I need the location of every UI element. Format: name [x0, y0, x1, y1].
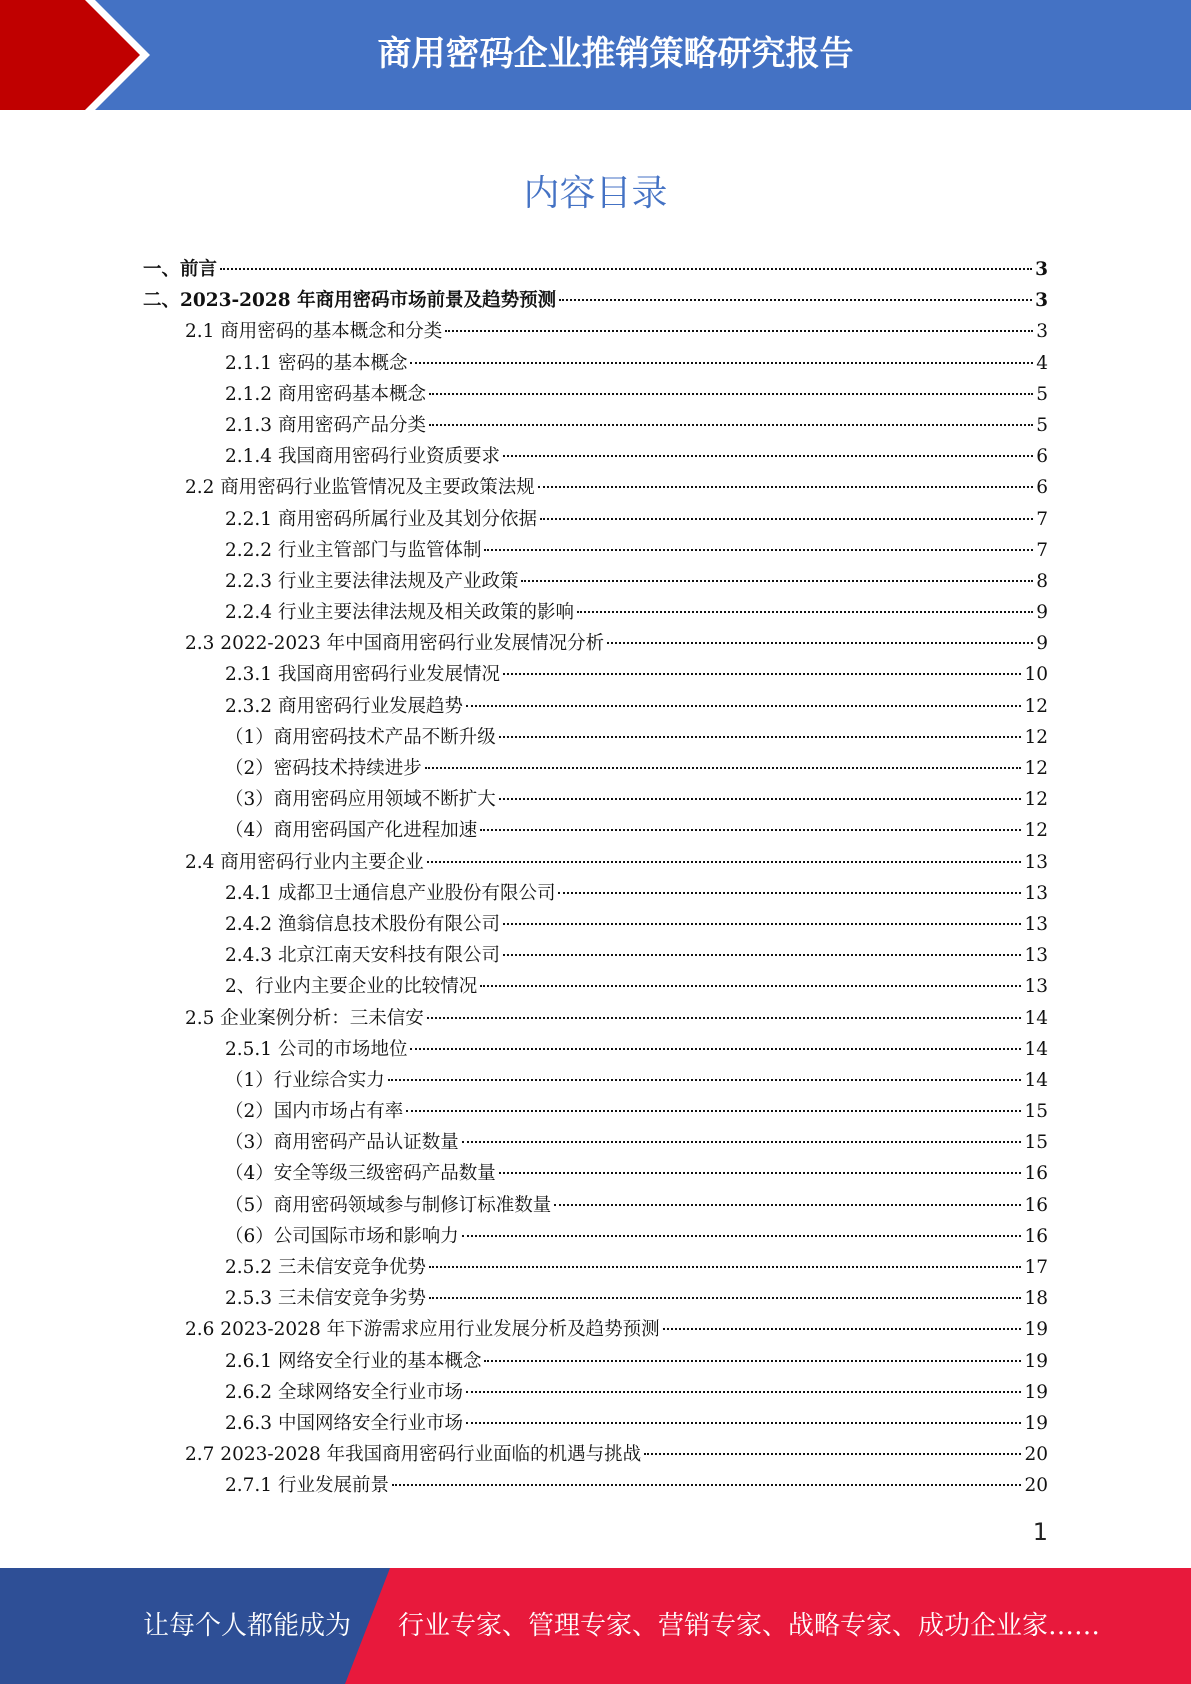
toc-entry-label: （5）商用密码领域参与制修订标准数量 — [225, 1194, 552, 1216]
toc-entry-page: 16 — [1024, 1225, 1048, 1247]
header-banner — [0, 0, 1191, 110]
toc-entry-page: 14 — [1024, 1069, 1048, 1091]
toc-entry-label: 2.3.1 我国商用密码行业发展情况 — [225, 664, 500, 686]
toc-entry-page: 7 — [1036, 539, 1048, 561]
toc-entry-page: 18 — [1024, 1288, 1048, 1310]
toc-entry[interactable] — [143, 1065, 1048, 1096]
toc-entry[interactable] — [143, 1003, 1048, 1034]
toc-entry-label: 2.1.3 商用密码产品分类 — [225, 414, 426, 436]
page-number: 1 — [1032, 1518, 1048, 1546]
toc-entry-label: 2.4.3 北京江南天安科技有限公司 — [225, 945, 500, 967]
toc-entry-page: 13 — [1024, 851, 1048, 873]
toc-entry-page: 9 — [1036, 602, 1048, 624]
toc-dot-leader — [427, 1017, 1022, 1019]
toc-entry-label: 2.6.2 全球网络安全行业市场 — [225, 1381, 463, 1403]
toc-entry-page: 17 — [1024, 1257, 1048, 1278]
toc-entry-page: 12 — [1024, 726, 1048, 748]
toc-dot-leader — [499, 1172, 1022, 1174]
toc-dot-leader — [559, 299, 1032, 301]
toc-entry-page: 12 — [1024, 789, 1048, 811]
toc-entry[interactable] — [143, 566, 1048, 597]
toc-entry-page: 8 — [1036, 570, 1048, 592]
toc-dot-leader — [429, 393, 1033, 395]
toc-entry-page: 20 — [1024, 1444, 1048, 1466]
toc-entry[interactable] — [143, 504, 1048, 535]
toc-entry-page: 13 — [1024, 976, 1048, 998]
toc-dot-leader — [462, 1141, 1022, 1143]
toc-entry[interactable] — [143, 1190, 1048, 1221]
toc-entry-page: 6 — [1036, 446, 1048, 468]
toc-entry-page: 14 — [1024, 1038, 1048, 1060]
toc-entry-label: 2.7.1 行业发展前景 — [225, 1475, 389, 1497]
toc-entry-label: 2、行业内主要企业的比较情况 — [225, 976, 478, 998]
toc-entry[interactable] — [143, 971, 1048, 1002]
toc-entry-page: 6 — [1036, 477, 1048, 499]
toc-entry[interactable] — [143, 1252, 1048, 1283]
toc-entry[interactable] — [143, 1096, 1048, 1127]
toc-entry-label: 2.5.1 公司的市场地位 — [225, 1038, 408, 1060]
toc-entry[interactable] — [143, 691, 1048, 722]
toc-dot-leader — [220, 268, 1032, 270]
toc-dot-leader — [480, 985, 1021, 987]
toc-entry-label: 一、前言 — [143, 259, 218, 280]
toc-entry-label: 2.2.2 行业主管部门与监管体制 — [225, 539, 482, 561]
toc-entry-label: （2）密码技术持续进步 — [225, 758, 422, 779]
toc-entry[interactable] — [143, 254, 1048, 285]
toc-entry[interactable] — [143, 1283, 1048, 1314]
toc-entry[interactable] — [143, 815, 1048, 846]
toc-entry-page: 7 — [1036, 508, 1048, 530]
toc-entry-page: 19 — [1024, 1319, 1048, 1341]
toc-entry[interactable] — [143, 753, 1048, 784]
toc-dot-leader — [503, 673, 1021, 675]
toc-dot-leader — [607, 642, 1033, 644]
toc-entry[interactable] — [143, 1127, 1048, 1158]
toc-entry[interactable] — [143, 410, 1048, 441]
toc-dot-leader — [577, 611, 1033, 613]
toc-entry-label: 2.2.4 行业主要法律法规及相关政策的影响 — [225, 602, 574, 624]
toc-dot-leader — [503, 455, 1033, 457]
toc-entry[interactable] — [143, 285, 1048, 316]
toc-entry[interactable] — [143, 348, 1048, 379]
toc-dot-leader — [466, 1422, 1021, 1424]
toc-dot-leader — [445, 330, 1033, 332]
toc-entry-page: 13 — [1024, 913, 1048, 935]
toc-entry-label: （3）商用密码应用领域不断扩大 — [225, 789, 496, 811]
toc-entry-label: 2.6.3 中国网络安全行业市场 — [225, 1412, 463, 1434]
toc-entry-page: 13 — [1024, 882, 1048, 904]
toc-entry[interactable] — [143, 1346, 1048, 1377]
toc-entry-page: 16 — [1024, 1194, 1048, 1216]
toc-entry-label: 2.1.4 我国商用密码行业资质要求 — [225, 446, 500, 468]
toc-entry-label: 2.1 商用密码的基本概念和分类 — [185, 321, 443, 343]
toc-entry-page: 15 — [1024, 1132, 1048, 1154]
toc-dot-leader — [466, 705, 1021, 707]
toc-entry[interactable] — [143, 441, 1048, 472]
toc-entry[interactable] — [143, 1034, 1048, 1065]
toc-heading: 内容目录 — [523, 173, 668, 214]
toc-entry-page: 10 — [1024, 664, 1048, 686]
footer-slogan-right: 行业专家、管理专家、营销专家、战略专家、成功企业家…… — [398, 1611, 1101, 1641]
toc-entry-label: （6）公司国际市场和影响力 — [225, 1225, 459, 1247]
toc-entry-page: 12 — [1024, 695, 1048, 717]
toc-entry[interactable] — [143, 909, 1048, 940]
toc-entry[interactable] — [143, 379, 1048, 410]
toc-dot-leader — [554, 1204, 1021, 1206]
toc-entry[interactable] — [143, 1470, 1048, 1501]
toc-dot-leader — [410, 1048, 1021, 1050]
toc-entry[interactable] — [143, 1221, 1048, 1252]
toc-entry-label: 2.1.1 密码的基本概念 — [225, 352, 408, 374]
toc-dot-leader — [484, 1360, 1021, 1362]
toc-entry-label: 2.3 2022-2023 年中国商用密码行业发展情况分析 — [185, 633, 605, 655]
toc-dot-leader — [425, 767, 1022, 769]
toc-entry-label: 2.2 商用密码行业监管情况及主要政策法规 — [185, 477, 535, 499]
toc-entry-label: （2）国内市场占有率 — [225, 1101, 404, 1123]
toc-entry-page: 3 — [1035, 290, 1048, 312]
toc-entry[interactable] — [143, 940, 1048, 971]
toc-entry[interactable] — [143, 878, 1048, 909]
toc-dot-leader — [558, 892, 1021, 894]
toc-dot-leader — [429, 1297, 1021, 1299]
toc-entry-label: 2.6 2023-2028 年下游需求应用行业发展分析及趋势预测 — [185, 1319, 660, 1341]
toc-entry-page: 12 — [1024, 758, 1048, 779]
toc-dot-leader — [503, 923, 1021, 925]
toc-dot-leader — [503, 954, 1021, 956]
report-title: 商用密码企业推销策略研究报告 — [377, 34, 854, 74]
toc-dot-leader — [429, 1266, 1021, 1268]
toc-entry[interactable] — [143, 1408, 1048, 1439]
toc-entry-label: 2.4 商用密码行业内主要企业 — [185, 851, 424, 873]
toc-dot-leader — [388, 1079, 1022, 1081]
toc-entry-page: 4 — [1036, 352, 1048, 374]
toc-dot-leader — [521, 580, 1033, 582]
toc-entry-page: 16 — [1024, 1163, 1048, 1185]
toc-dot-leader — [540, 518, 1033, 520]
toc-entry-label: （3）商用密码产品认证数量 — [225, 1132, 459, 1154]
toc-entry-label: 2.3.2 商用密码行业发展趋势 — [225, 695, 463, 717]
toc-entry[interactable] — [143, 316, 1048, 347]
toc-entry-label: 2.2.1 商用密码所属行业及其划分依据 — [225, 508, 537, 530]
toc-entry-label: 2.7 2023-2028 年我国商用密码行业面临的机遇与挑战 — [185, 1444, 642, 1466]
toc-dot-leader — [538, 486, 1033, 488]
toc-entry[interactable] — [143, 1377, 1048, 1408]
table-of-contents — [143, 254, 1048, 1502]
toc-dot-leader — [466, 1391, 1021, 1393]
toc-dot-leader — [406, 1110, 1021, 1112]
toc-entry-page: 3 — [1036, 321, 1048, 343]
toc-entry[interactable] — [143, 1314, 1048, 1345]
footer-slogan-left: 让每个人都能成为 — [143, 1611, 352, 1641]
toc-dot-leader — [410, 362, 1033, 364]
toc-dot-leader — [484, 549, 1033, 551]
toc-entry-label: 2.4.2 渔翁信息技术股份有限公司 — [225, 913, 500, 935]
toc-entry-label: 2.4.1 成都卫士通信息产业股份有限公司 — [225, 882, 556, 904]
toc-entry-page: 20 — [1024, 1475, 1048, 1497]
toc-entry[interactable] — [143, 784, 1048, 815]
toc-entry-label: 2.1.2 商用密码基本概念 — [225, 383, 426, 405]
toc-entry-page: 13 — [1024, 945, 1048, 967]
toc-entry-label: 2.5 企业案例分析：三未信安 — [185, 1007, 424, 1029]
toc-entry[interactable] — [143, 535, 1048, 566]
toc-dot-leader — [480, 829, 1021, 831]
toc-entry-label: 2.2.3 行业主要法律法规及产业政策 — [225, 570, 519, 592]
toc-dot-leader — [392, 1484, 1021, 1486]
toc-entry-label: 2.5.3 三未信安竞争劣势 — [225, 1288, 426, 1310]
toc-entry-page: 19 — [1024, 1412, 1048, 1434]
toc-entry-label: 2.6.1 网络安全行业的基本概念 — [225, 1350, 482, 1372]
toc-entry-page: 19 — [1024, 1381, 1048, 1403]
toc-entry[interactable] — [143, 628, 1048, 659]
toc-entry-label: 2.5.2 三未信安竞争优势 — [225, 1257, 426, 1278]
toc-dot-leader — [429, 424, 1033, 426]
toc-dot-leader — [499, 736, 1022, 738]
toc-dot-leader — [462, 1235, 1022, 1237]
chevron-arrow-icon — [0, 0, 140, 110]
toc-entry-label: （1）商用密码技术产品不断升级 — [225, 726, 496, 748]
toc-entry[interactable] — [143, 597, 1048, 628]
toc-entry-page: 15 — [1024, 1101, 1048, 1123]
toc-entry-page: 3 — [1035, 259, 1048, 280]
toc-entry-page: 12 — [1024, 820, 1048, 842]
toc-entry-label: （4）安全等级三级密码产品数量 — [225, 1163, 496, 1185]
toc-entry[interactable] — [143, 847, 1048, 878]
toc-entry-page: 19 — [1024, 1350, 1048, 1372]
toc-entry[interactable] — [143, 1158, 1048, 1189]
footer-banner — [0, 1568, 1191, 1684]
toc-dot-leader — [663, 1328, 1022, 1330]
toc-entry-page: 9 — [1036, 633, 1048, 655]
toc-entry[interactable] — [143, 1439, 1048, 1470]
toc-entry-label: （1）行业综合实力 — [225, 1069, 385, 1091]
toc-entry[interactable] — [143, 659, 1048, 690]
toc-dot-leader — [644, 1453, 1021, 1455]
toc-entry-page: 5 — [1036, 414, 1048, 436]
toc-entry-page: 5 — [1036, 383, 1048, 405]
toc-entry-label: （4）商用密码国产化进程加速 — [225, 820, 478, 842]
toc-entry-page: 14 — [1024, 1007, 1048, 1029]
toc-entry-label: 二、2023-2028 年商用密码市场前景及趋势预测 — [143, 290, 557, 312]
toc-dot-leader — [499, 798, 1022, 800]
toc-entry[interactable] — [143, 472, 1048, 503]
toc-dot-leader — [427, 861, 1022, 863]
toc-entry[interactable] — [143, 722, 1048, 753]
